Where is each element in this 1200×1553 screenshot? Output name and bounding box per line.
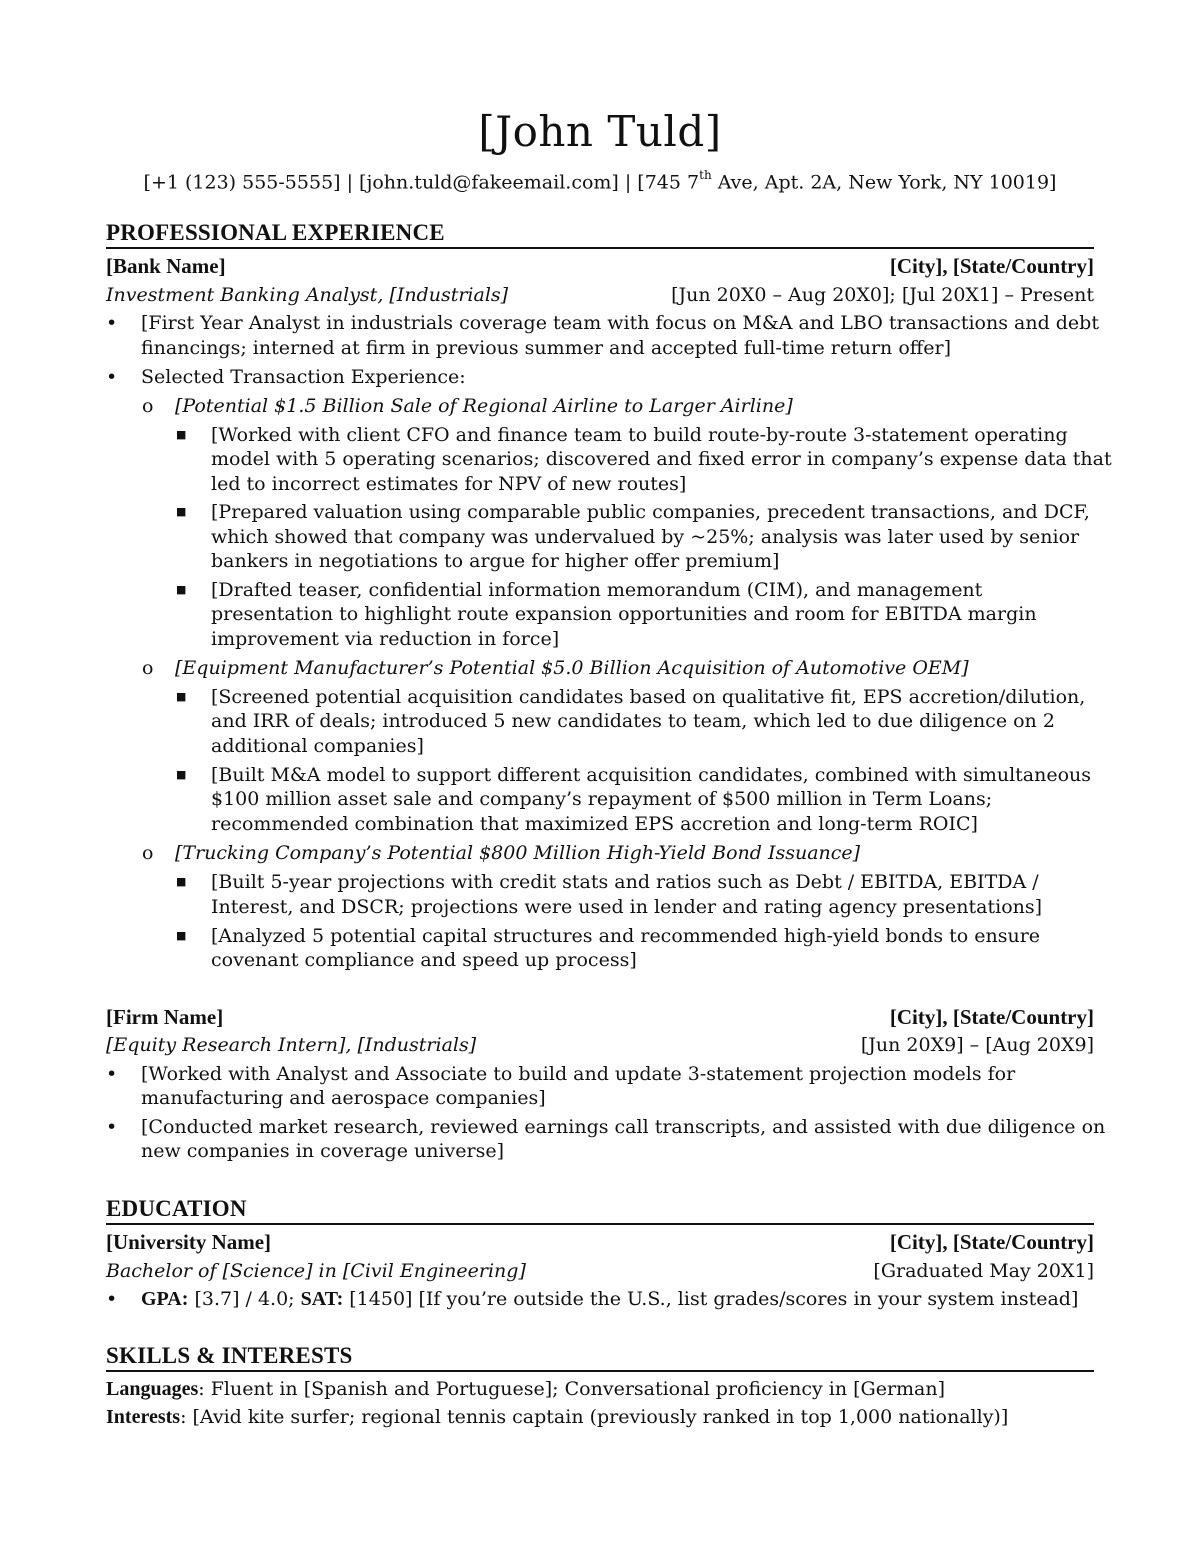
deal-1-title: [Potential $1.5 Billion Sale of Regional Airline to Larger Airline] [175, 395, 793, 417]
deal-1-item-3-line-2: presentation to highlight route expansion opportunities and room for EBITDA margin [211, 603, 1037, 625]
bullet-marker: • [106, 312, 118, 334]
education-header [106, 1229, 1094, 1255]
job2-bullet-1-line-2: manufacturing and aerospace companies] [141, 1087, 546, 1109]
sat-value: [1450] [If you’re outside the U.S., list grades/scores in your system instead] [343, 1288, 1079, 1310]
job2-org: [Firm Name] [106, 1005, 224, 1029]
deal-2-item-2-line-1: [Built M&A model to support different acquisition candidates, combined with simultaneous [211, 764, 1092, 786]
sat-label: SAT: [300, 1288, 344, 1310]
education-degree-row [106, 1258, 1094, 1284]
job1-bullet-1-line-2: financings; interned at firm in previous summer and accepted full-time return offer] [141, 337, 952, 359]
deal-3-item-1-line-1: [Built 5-year projections with credit stats and ratios such as Debt / EBITDA, EBITDA / [211, 871, 1039, 893]
job2-header [106, 1004, 1094, 1030]
job1-dates: [Jun 20X0 – Aug 20X0]; [Jul 20X1] – Present [671, 284, 1094, 306]
deal-2-item-1-line-1: [Screened potential acquisition candidates based on qualitative fit, EPS accretion/dilution, [211, 686, 1086, 708]
bullet-marker: • [106, 1116, 118, 1138]
sub-bullet-marker: o [142, 395, 154, 417]
job1-bullet-2: Selected Transaction Experience: [141, 366, 466, 388]
languages-label: Languages [106, 1378, 199, 1400]
deal-2-item-1-line-3: additional companies] [211, 735, 424, 757]
section-title-education: EDUCATION [106, 1196, 1094, 1225]
languages-line [106, 1376, 945, 1402]
deal-3-item-2-line-2: covenant compliance and speed up process] [211, 949, 637, 971]
deal-1-item-1-line-2: model with 5 operating scenarios; discovered and fixed error in company’s expense data that [211, 448, 1112, 470]
deal-1-item-3-line-3: improvement via reduction in force] [211, 628, 560, 650]
languages-value: : Fluent in [Spanish and Portuguese]; Conversational proficiency in [German] [198, 1378, 946, 1400]
deal-1-item-3-line-1: [Drafted teaser, confidential information memorandum (CIM), and management [211, 579, 983, 601]
contact-text: [+1 (123) 555-5555] | [john.tuld@fakeemail.com] | [745 7 [143, 171, 700, 194]
education-org: [University Name] [106, 1230, 272, 1254]
education-scores [141, 1287, 1078, 1312]
job2-bullet-1-line-1: [Worked with Analyst and Associate to build and update 3-statement projection models for [141, 1063, 1016, 1085]
deal-3-title: [Trucking Company’s Potential $800 Million High-Yield Bond Issuance] [175, 842, 861, 864]
bullet-marker: • [106, 366, 118, 388]
deal-3-item-2-line-1: [Analyzed 5 potential capital structures and recommended high-yield bonds to ensure [211, 925, 1041, 947]
deal-1-item-1-line-3: led to incorrect estimates for NPV of new routes] [211, 473, 687, 495]
deal-2-title: [Equipment Manufacturer’s Potential $5.0 Billion Acquisition of Automotive OEM] [175, 657, 969, 679]
interests-label: Interests [106, 1406, 181, 1428]
job2-bullet-2-line-1: [Conducted market research, reviewed earnings call transcripts, and assisted with due diligence on [141, 1116, 1106, 1138]
job2-role: [Equity Research Intern], [Industrials] [106, 1034, 477, 1056]
contact-text-end: Ave, Apt. 2A, New York, NY 10019] [711, 171, 1057, 194]
interests-line [106, 1404, 1008, 1430]
square-bullet-marker: ■ [176, 929, 187, 942]
contact-superscript: th [699, 168, 712, 182]
square-bullet-marker: ■ [176, 505, 187, 518]
deal-2-item-2-line-2: $100 million asset sale and company’s repayment of $500 million in Term Loans; [211, 788, 993, 810]
candidate-name: [John Tuld] [478, 107, 722, 156]
square-bullet-marker: ■ [176, 875, 187, 888]
education-degree: Bachelor of [Science] in [Civil Engineering] [106, 1260, 526, 1282]
section-title-skills: SKILLS & INTERESTS [106, 1343, 1094, 1372]
square-bullet-marker: ■ [176, 768, 187, 781]
sub-bullet-marker: o [142, 657, 154, 679]
job1-role-row [106, 282, 1094, 308]
job2-bullet-2-line-2: new companies in coverage universe] [141, 1140, 505, 1162]
gpa-value: [3.7] / 4.0; [188, 1288, 301, 1310]
job2-location: [City], [State/Country] [889, 1005, 1094, 1029]
section-title-experience: PROFESSIONAL EXPERIENCE [106, 220, 1094, 249]
education-dates: [Graduated May 20X1] [873, 1260, 1094, 1282]
deal-1-item-2-line-2: which showed that company was undervalued by ~25%; analysis was later used by senior [211, 526, 1080, 548]
deal-1-item-2-line-3: bankers in negotiations to argue for higher offer premium] [211, 550, 780, 572]
square-bullet-marker: ■ [176, 428, 187, 441]
job1-location: [City], [State/Country] [889, 254, 1094, 278]
deal-1-item-1-line-1: [Worked with client CFO and finance team to build route-by-route 3-statement operating [211, 424, 1068, 446]
job1-bullet-1-line-1: [First Year Analyst in industrials coverage team with focus on M&A and LBO transactions and debt [141, 312, 1099, 334]
job2-role-row [106, 1032, 1094, 1058]
sub-bullet-marker: o [142, 842, 154, 864]
job1-org: [Bank Name] [106, 254, 226, 278]
gpa-label: GPA: [141, 1288, 189, 1310]
job2-dates: [Jun 20X9] – [Aug 20X9] [860, 1034, 1094, 1056]
job1-header [106, 253, 1094, 279]
deal-2-item-1-line-2: and IRR of deals; introduced 5 new candidates to team, which led to due diligence on 2 [211, 710, 1055, 732]
job1-role: Investment Banking Analyst, [Industrials] [106, 284, 509, 306]
deal-2-item-2-line-3: recommended combination that maximized EPS accretion and long-term ROIC] [211, 813, 978, 835]
contact-line [0, 163, 1200, 196]
bullet-marker: • [106, 1063, 118, 1085]
square-bullet-marker: ■ [176, 583, 187, 596]
deal-3-item-1-line-2: Interest, and DSCR; projections were used in lender and rating agency presentations] [211, 896, 1043, 918]
deal-1-item-2-line-1: [Prepared valuation using comparable public companies, precedent transactions, and DCF, [211, 501, 1090, 523]
square-bullet-marker: ■ [176, 690, 187, 703]
education-location: [City], [State/Country] [889, 1230, 1094, 1254]
interests-value: : [Avid kite surfer; regional tennis captain (previously ranked in top 1,000 nationally)] [180, 1406, 1009, 1428]
bullet-marker: • [106, 1288, 118, 1310]
